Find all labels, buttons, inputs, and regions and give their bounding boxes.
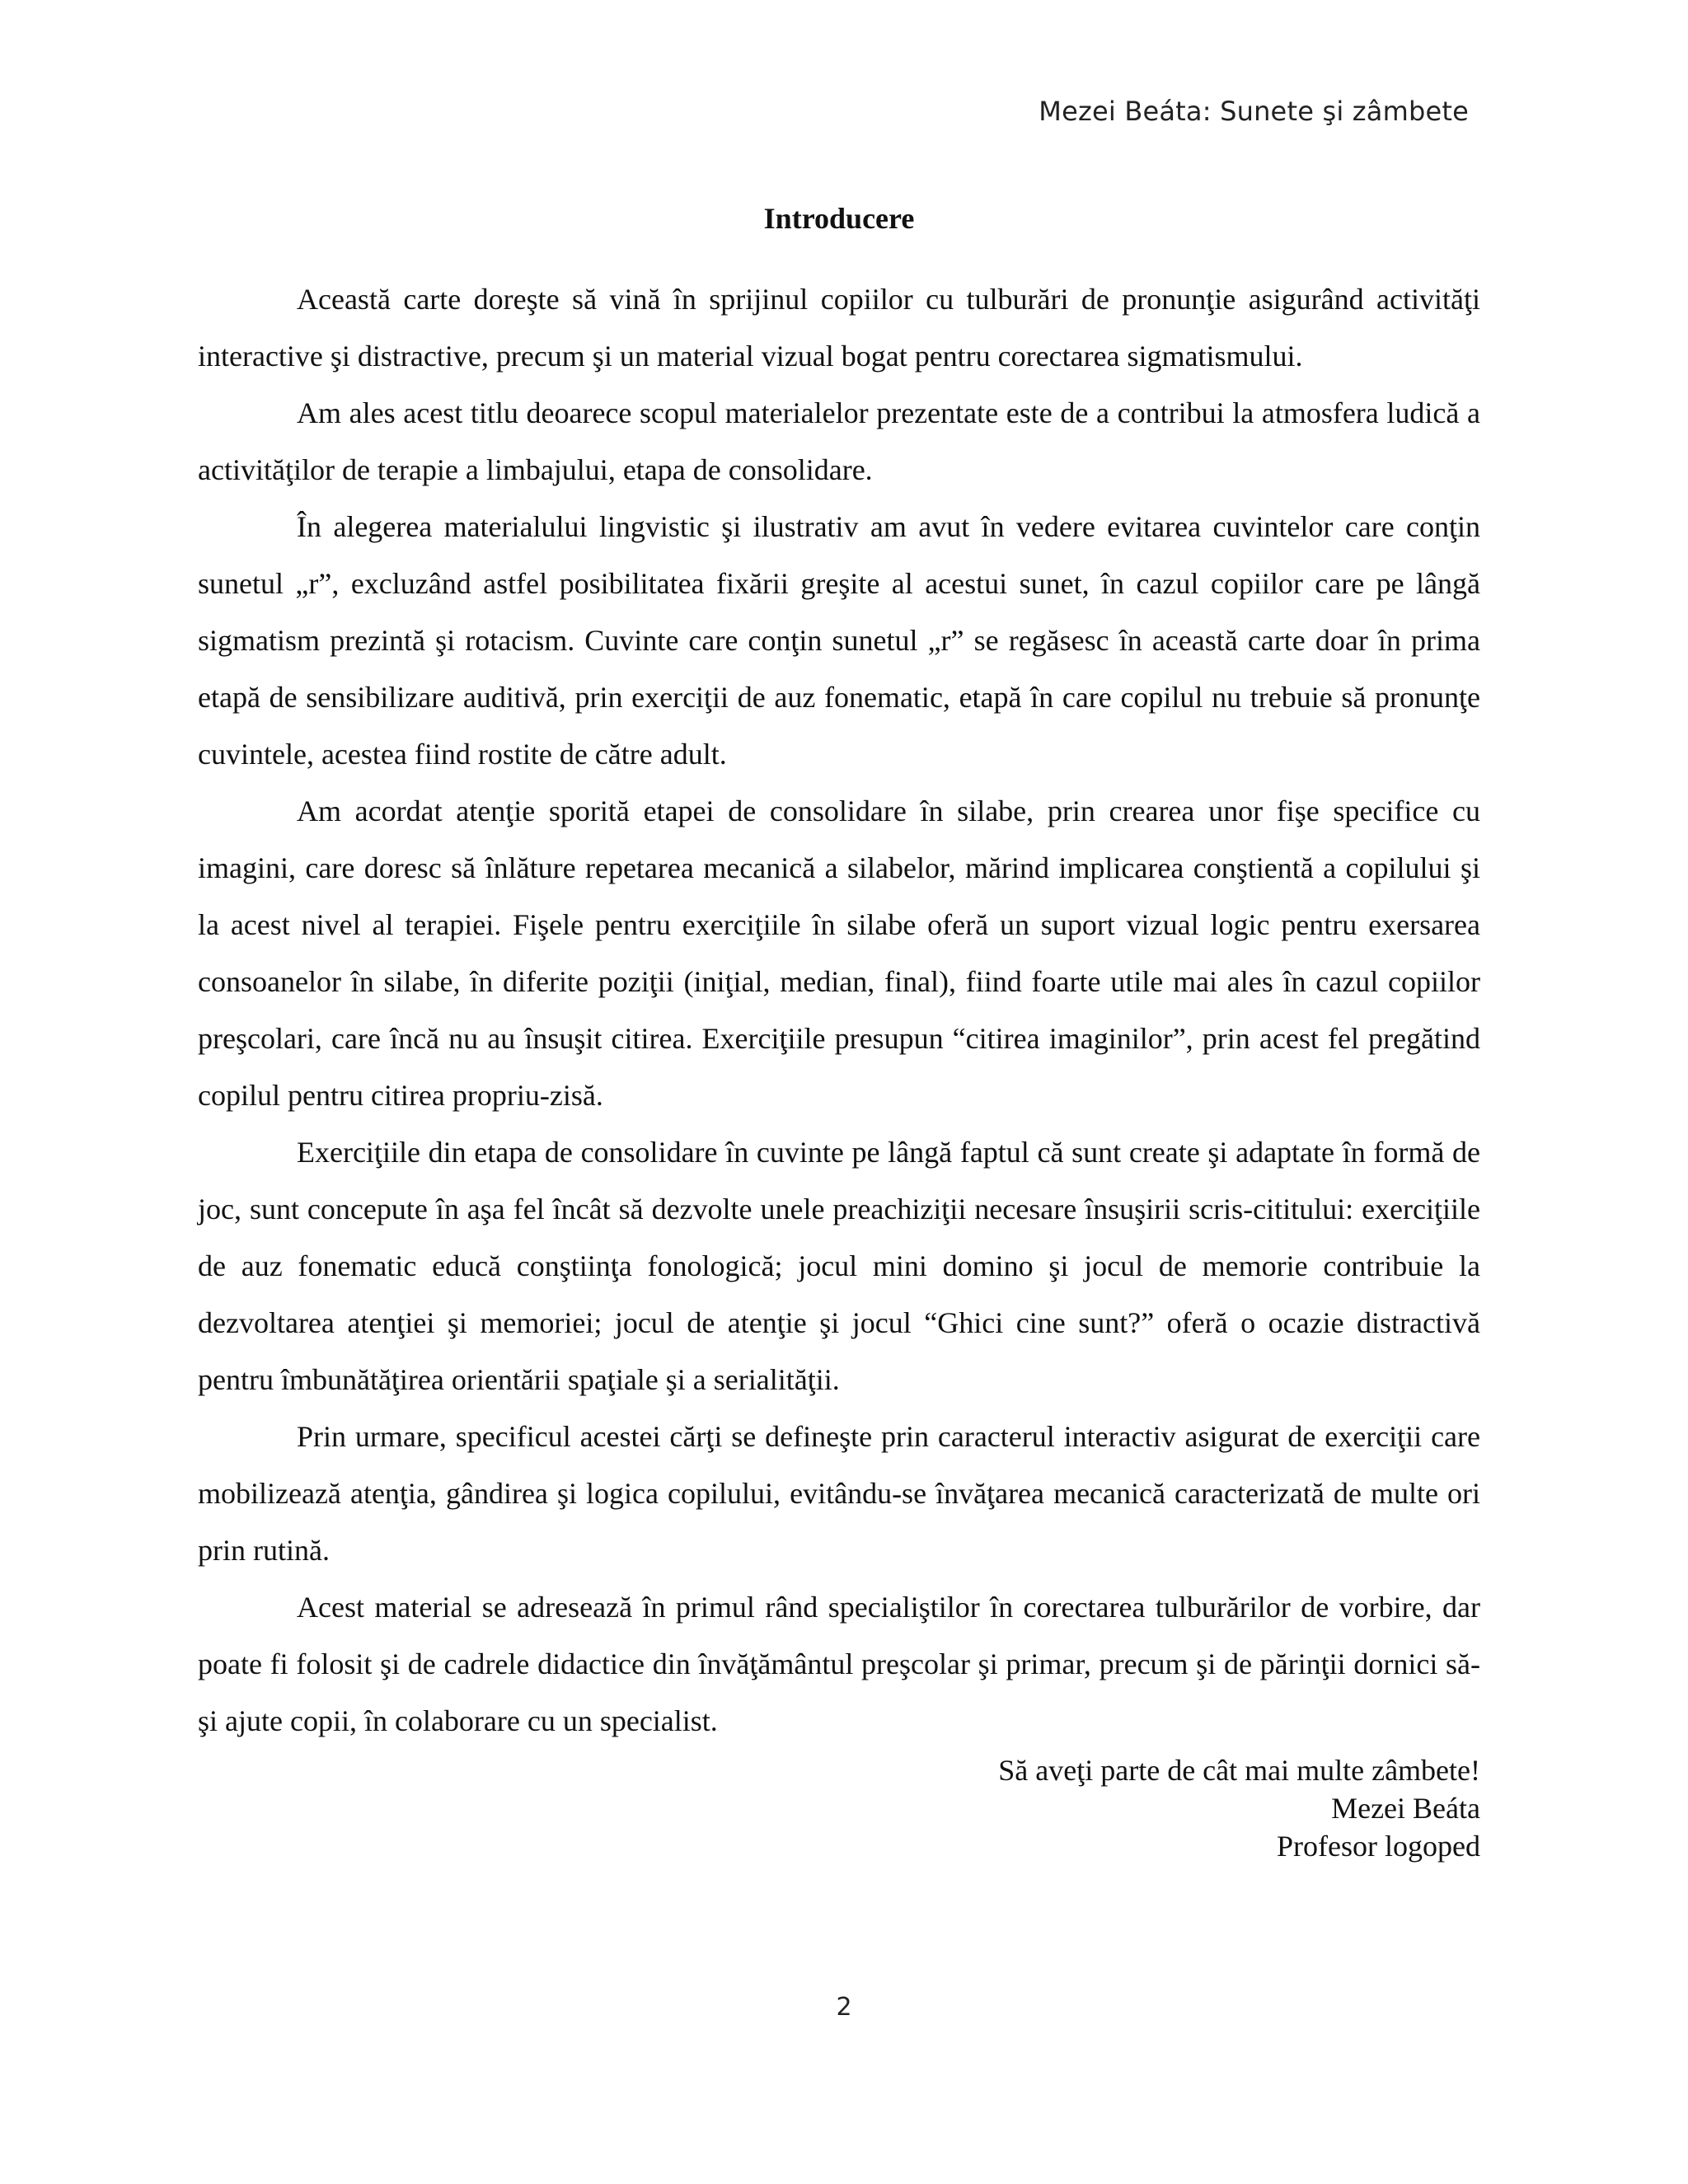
paragraph-6: Prin urmare, specificul acestei cărţi se defineşte prin caracterul interactiv asigurat de exerciţii care mobilizează atenţia, gândirea şi logica copilului, evitându-se învăţarea mecanică caracterizată de multe ori prin rutină. xyxy=(198,1420,1480,1567)
paragraph-1: Această carte doreşte să vină în sprijinul copiilor cu tulburări de pronunţie asigurând activităţi interactive şi distractive, precum şi un material vizual bogat pentru corectarea sigmatismului. xyxy=(198,283,1480,373)
closing-block xyxy=(198,1751,1480,1865)
page-body xyxy=(198,194,1480,1865)
paragraph-2: Am ales acest titlu deoarece scopul materialelor prezentate este de a contribui la atmosfera ludică a activităţilor de terapie a limbajului, etapa de consolidare. xyxy=(198,396,1480,486)
section-title: Introducere xyxy=(763,202,915,235)
paragraph-3: În alegerea materialului lingvistic şi ilustrativ am avut în vedere evitarea cuvintelor care conţin sunetul „r”, excluzând astfel posibilitatea fixării greşite al acestui sunet, în cazul copiilor care pe lângă sigmatism prezintă şi rotacism. Cuvinte care conţin sunetul „r” se regăsesc în această carte doar în prima etapă de sensibilizare auditivă, prin exerciţii de auz fonematic, etapă în care copilul nu trebuie să pronunţe cuvintele, acestea fiind rostite de către adult. xyxy=(198,510,1480,771)
paragraph-7: Acest material se adresează în primul rând specialiştilor în corectarea tulburărilor de vorbire, dar poate fi folosit şi de cadrele didactice din învăţământul preşcolar şi primar, precum şi de părinţii dornici să-şi ajute copii, în colaborare cu un specialist. xyxy=(198,1591,1480,1737)
paragraph-4: Am acordat atenţie sporită etapei de consolidare în silabe, prin crearea unor fişe specifice cu imagini, care doresc să înlăture repetarea mecanică a silabelor, mărind implicarea conştientă a copilului şi la acest nivel al terapiei. Fişele pentru exerciţiile în silabe oferă un suport vizual logic pentru exersarea consoanelor în silabe, în diferite poziţii (iniţial, median, final), fiind foarte utile mai ales în cazul copiilor preşcolari, care încă nu au însuşit citirea. Exerciţiile presupun “citirea imaginilor”, prin acest fel pregătind copilul pentru citirea propriu-zisă. xyxy=(198,794,1480,1112)
author-name: Mezei Beáta xyxy=(1331,1792,1480,1825)
page-number: 2 xyxy=(836,1993,852,2022)
closing-wish: Să aveţi parte de cât mai multe zâmbete! xyxy=(998,1754,1480,1787)
author-role: Profesor logoped xyxy=(1277,1830,1480,1863)
running-header: Mezei Beáta: Sunete şi zâmbete xyxy=(1039,96,1469,127)
paragraph-5: Exerciţiile din etapa de consolidare în cuvinte pe lângă faptul că sunt create şi adaptate în formă de joc, sunt concepute în aşa fel încât să dezvolte unele preachiziţii necesare însuşirii scris-cititului: exerciţiile de auz fonematic educă conştiinţa fonologică; jocul mini domino şi jocul de memorie contribuie la dezvoltarea atenţiei şi memoriei; jocul de atenţie şi jocul “Ghici cine sunt?” oferă o ocazie distractivă pentru îmbunătăţirea orientării spaţiale şi a serialităţii. xyxy=(198,1136,1480,1396)
